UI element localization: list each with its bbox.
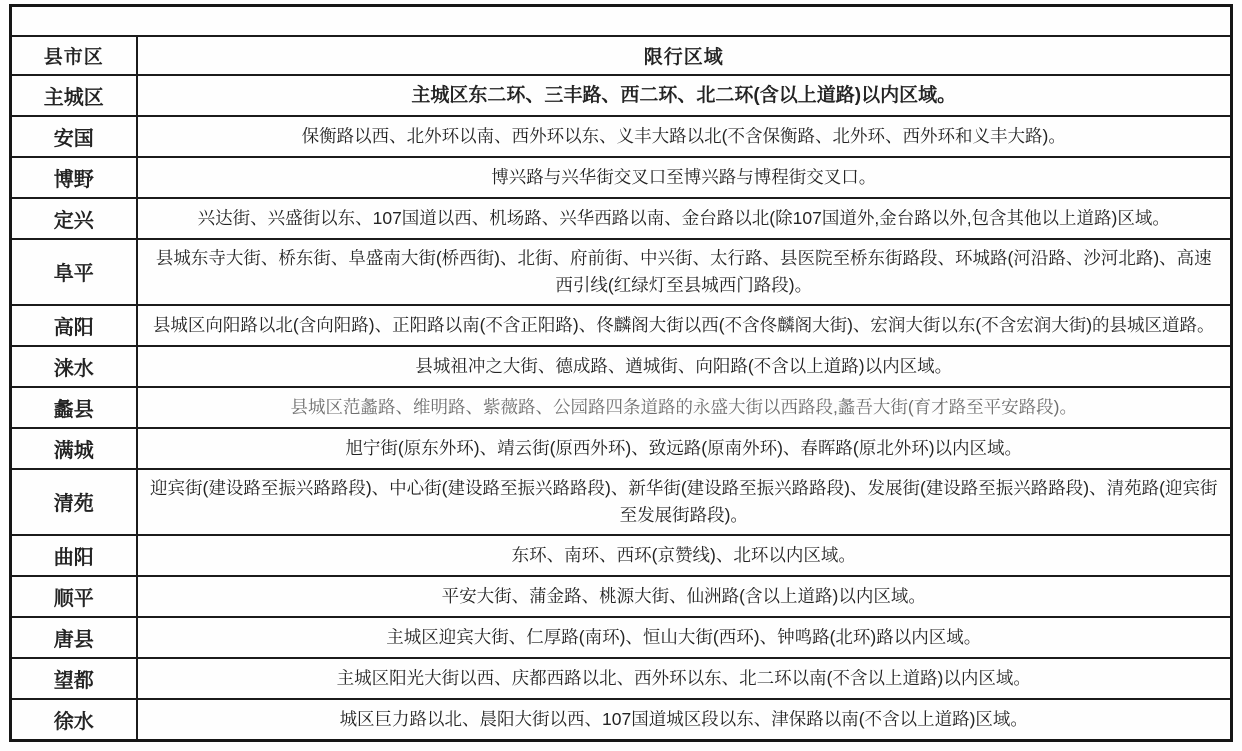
table-row xyxy=(11,239,1232,305)
table-row xyxy=(11,346,1232,387)
table-row xyxy=(11,617,1232,658)
area-cell: 主城区阳光大街以西、庆都西路以北、西外环以东、北二环以南(不含以上道路)以内区域。 xyxy=(137,658,1232,699)
district-cell: 顺平 xyxy=(11,576,137,617)
restriction-table xyxy=(9,4,1233,742)
area-cell: 主城区东二环、三丰路、西二环、北二环(含以上道路)以内区域。 xyxy=(137,75,1232,116)
district-cell: 高阳 xyxy=(11,305,137,346)
table-row xyxy=(11,576,1232,617)
table-row xyxy=(11,658,1232,699)
district-cell: 主城区 xyxy=(11,75,137,116)
table-row xyxy=(11,157,1232,198)
table-row xyxy=(11,387,1232,428)
table-header-row xyxy=(11,36,1232,75)
district-cell: 定兴 xyxy=(11,198,137,239)
header-area-cell: 限行区域 xyxy=(137,36,1232,75)
area-cell: 城区巨力路以北、晨阳大街以西、107国道城区段以东、津保路以南(不含以上道路)区域。 xyxy=(137,699,1232,741)
area-cell: 东环、南环、西环(京赞线)、北环以内区域。 xyxy=(137,535,1232,576)
area-cell: 县城东寺大街、桥东街、阜盛南大街(桥西街)、北街、府前街、中兴街、太行路、县医院至桥东街路段、环城路(河沿路、沙河北路)、高速西引线(红绿灯至县城西门路段)。 xyxy=(137,239,1232,305)
district-cell: 阜平 xyxy=(11,239,137,305)
district-cell: 满城 xyxy=(11,428,137,469)
table-body xyxy=(11,75,1232,741)
table-head-group xyxy=(11,6,1232,75)
area-cell: 旭宁街(原东外环)、靖云街(原西外环)、致远路(原南外环)、春晖路(原北外环)以内区域。 xyxy=(137,428,1232,469)
table-row xyxy=(11,699,1232,741)
area-cell: 县城区向阳路以北(含向阳路)、正阳路以南(不含正阳路)、佟麟阁大街以西(不含佟麟阁大街)、宏润大街以东(不含宏润大街)的县城区道路。 xyxy=(137,305,1232,346)
table-top-spacer-row xyxy=(11,6,1232,36)
district-cell: 曲阳 xyxy=(11,535,137,576)
area-cell: 县城祖冲之大街、德成路、遒城街、向阳路(不含以上道路)以内区域。 xyxy=(137,346,1232,387)
district-cell: 涞水 xyxy=(11,346,137,387)
area-cell: 迎宾街(建设路至振兴路路段)、中心街(建设路至振兴路路段)、新华街(建设路至振兴路路段)、发展街(建设路至振兴路路段)、清苑路(迎宾街至发展街路段)。 xyxy=(137,469,1232,535)
area-cell: 保衡路以西、北外环以南、西外环以东、义丰大路以北(不含保衡路、北外环、西外环和义丰大路)。 xyxy=(137,116,1232,157)
table-row xyxy=(11,428,1232,469)
spacer-cell xyxy=(11,6,1232,36)
table-row xyxy=(11,469,1232,535)
district-cell: 蠡县 xyxy=(11,387,137,428)
table-row xyxy=(11,116,1232,157)
district-cell: 博野 xyxy=(11,157,137,198)
table-row xyxy=(11,198,1232,239)
district-cell: 安国 xyxy=(11,116,137,157)
district-cell: 徐水 xyxy=(11,699,137,741)
area-cell: 县城区范蠡路、维明路、紫薇路、公园路四条道路的永盛大街以西路段,蠡吾大街(育才路至平安路段)。 xyxy=(137,387,1232,428)
table-row xyxy=(11,535,1232,576)
area-cell: 主城区迎宾大街、仁厚路(南环)、恒山大街(西环)、钟鸣路(北环)路以内区域。 xyxy=(137,617,1232,658)
table-row xyxy=(11,75,1232,116)
district-cell: 清苑 xyxy=(11,469,137,535)
district-cell: 唐县 xyxy=(11,617,137,658)
table-row xyxy=(11,305,1232,346)
area-cell: 博兴路与兴华街交叉口至博兴路与博程街交叉口。 xyxy=(137,157,1232,198)
district-cell: 望都 xyxy=(11,658,137,699)
area-cell: 兴达街、兴盛街以东、107国道以西、机场路、兴华西路以南、金台路以北(除107国道外,金台路以外,包含其他以上道路)区域。 xyxy=(137,198,1232,239)
header-district-cell: 县市区 xyxy=(11,36,137,75)
area-cell: 平安大街、蒲金路、桃源大街、仙洲路(含以上道路)以内区域。 xyxy=(137,576,1232,617)
